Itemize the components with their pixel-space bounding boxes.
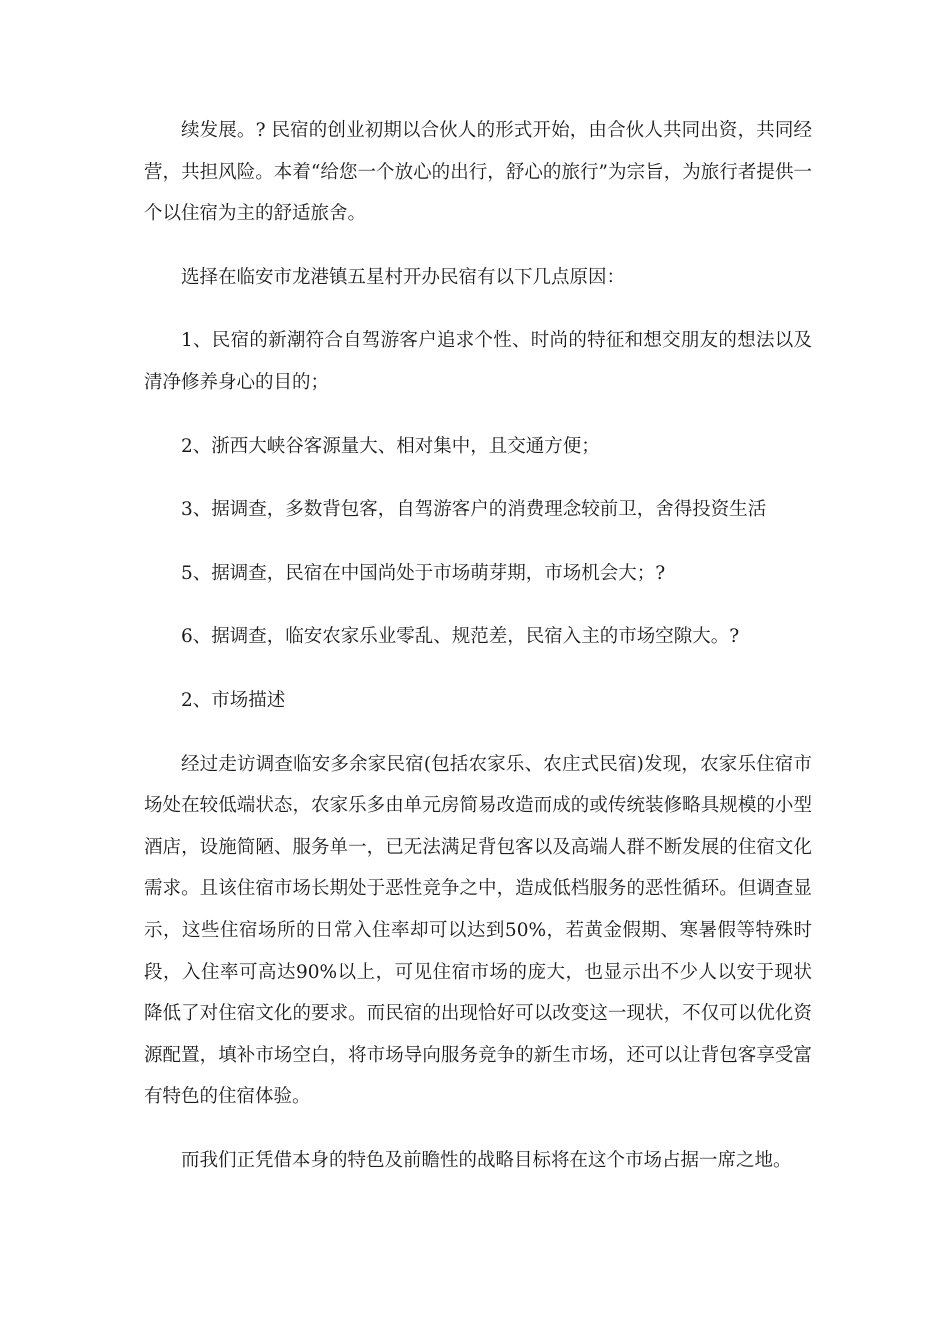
paragraph-spacer [144, 1118, 812, 1140]
paragraph-reasons-heading: 选择在临安市龙港镇五星村开办民宿有以下几点原因： [181, 266, 626, 288]
list-item-reason-1: 1、民宿的新潮符合自驾游客户追求个性、时尚的特征和想交朋友的想法以及清净修养身心的目的； [144, 330, 812, 393]
document-page [144, 110, 812, 1181]
paragraph-spacer [144, 594, 812, 616]
paragraph-intro-continuation: 续发展。? 民宿的创业初期以合伙人的形式开始，由合伙人共同出资，共同经营，共担风险。本着“给您一个放心的出行，舒心的旅行”为宗旨，为旅行者提供一个以住宿为主的舒适旅舍。 [144, 120, 812, 225]
list-item-reason-2: 2、浙西大峡谷客源量大、相对集中，且交通方便； [181, 435, 600, 457]
section-heading-market-description: 2、市场描述 [181, 689, 286, 711]
paragraph-spacer [144, 658, 812, 680]
paragraph-spacer [144, 467, 812, 489]
paragraph-spacer [144, 404, 812, 426]
paragraph-spacer [144, 722, 812, 744]
paragraph-spacer [144, 235, 812, 257]
list-item-reason-3: 3、据调查，多数背包客，自驾游客户的消费理念较前卫，舍得投资生活 [181, 499, 767, 521]
paragraph-market-analysis: 经过走访调查临安多余家民宿(包括农家乐、农庄式民宿)发现，农家乐住宿市场处在较低端状态，农家乐多由单元房简易改造而成的或传统装修略具规模的小型酒店，设施简陋、服务单一，已无法满足背包客以及高端人群不断发展的住宿文化需求。且该住宿市场长期处于恶性竞争之中，造成低档服务的恶性循环。但调查显示，这些住宿场所的日常入住率却可以达到50%，若黄金假期、寒暑假等特殊时段，入住率可高达90%以上，可见住宿市场的庞大，也显示出不少人以安于现状降低了对住宿文化的要求。而民宿的出现恰好可以改变这一现状，不仅可以优化资源配置，填补市场空白，将市场导向服务竞争的新生市场，还可以让背包客享受富有特色的住宿体验。 [144, 753, 812, 1108]
paragraph-strategy-conclusion: 而我们正凭借本身的特色及前瞻性的战略目标将在这个市场占据一席之地。 [181, 1149, 792, 1171]
paragraph-spacer [144, 531, 812, 553]
list-item-reason-6: 6、据调查，临安农家乐业零乱、规范差，民宿入主的市场空隙大。? [181, 626, 740, 648]
paragraph-spacer [144, 298, 812, 320]
list-item-reason-5: 5、据调查，民宿在中国尚处于市场萌芽期，市场机会大；? [181, 562, 666, 584]
